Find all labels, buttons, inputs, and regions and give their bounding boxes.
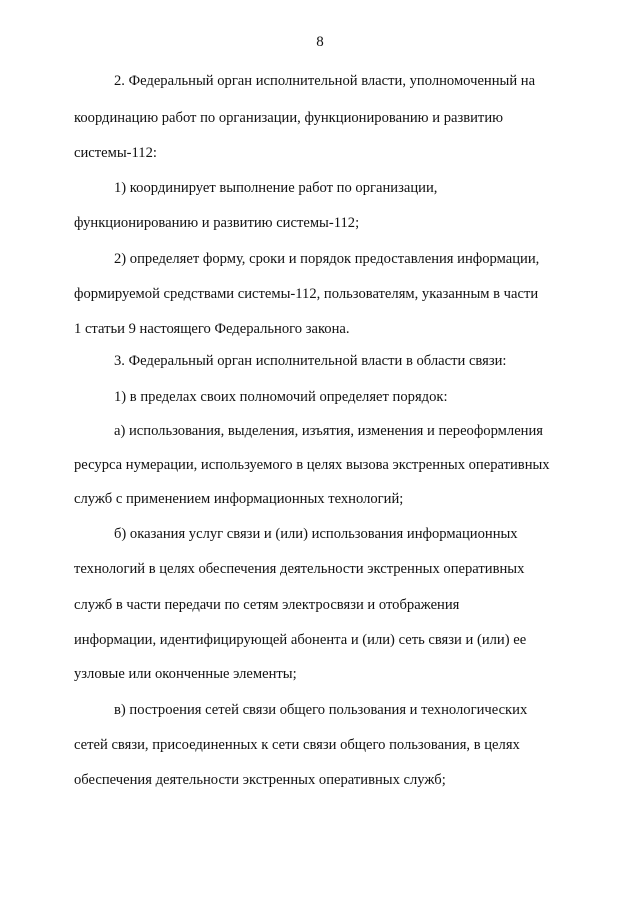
text-line: технологий в целях обеспечения деятельности экстренных оперативных: [74, 561, 525, 577]
text-line: 2. Федеральный орган исполнительной власти, уполномоченный на: [114, 73, 536, 89]
text-line: 1 статьи 9 настоящего Федерального закона.: [74, 321, 350, 337]
text-line: сетей связи, присоединенных к сети связи общего пользования, в целях: [74, 737, 520, 753]
text-line: служб с применением информационных технологий;: [74, 491, 404, 507]
text-line: а) использования, выделения, изъятия, изменения и переоформления: [114, 423, 543, 439]
text-line: формируемой средствами системы-112, пользователям, указанным в части: [74, 286, 539, 302]
text-line: ресурса нумерации, используемого в целях вызова экстренных оперативных: [74, 457, 550, 473]
text-line: обеспечения деятельности экстренных оперативных служб;: [74, 772, 446, 788]
text-line: 3. Федеральный орган исполнительной власти в области связи:: [114, 353, 507, 369]
text-line: 2) определяет форму, сроки и порядок предоставления информации,: [114, 251, 540, 267]
text-line: функционированию и развитию системы-112;: [74, 215, 360, 231]
page-number: 8: [316, 34, 324, 50]
text-line: в) построения сетей связи общего пользования и технологических: [114, 702, 528, 718]
text-line: 1) координирует выполнение работ по организации,: [114, 180, 438, 196]
text-line: координацию работ по организации, функционированию и развитию: [74, 110, 504, 126]
text-line: 1) в пределах своих полномочий определяет порядок:: [114, 389, 448, 405]
text-line: системы-112:: [74, 145, 157, 161]
text-line: б) оказания услуг связи и (или) использования информационных: [114, 526, 518, 542]
text-line: узловые или оконченные элементы;: [74, 666, 297, 682]
text-line: служб в части передачи по сетям электросвязи и отображения: [74, 597, 460, 613]
text-line: информации, идентифицирующей абонента и (или) сеть связи и (или) ее: [74, 632, 527, 648]
